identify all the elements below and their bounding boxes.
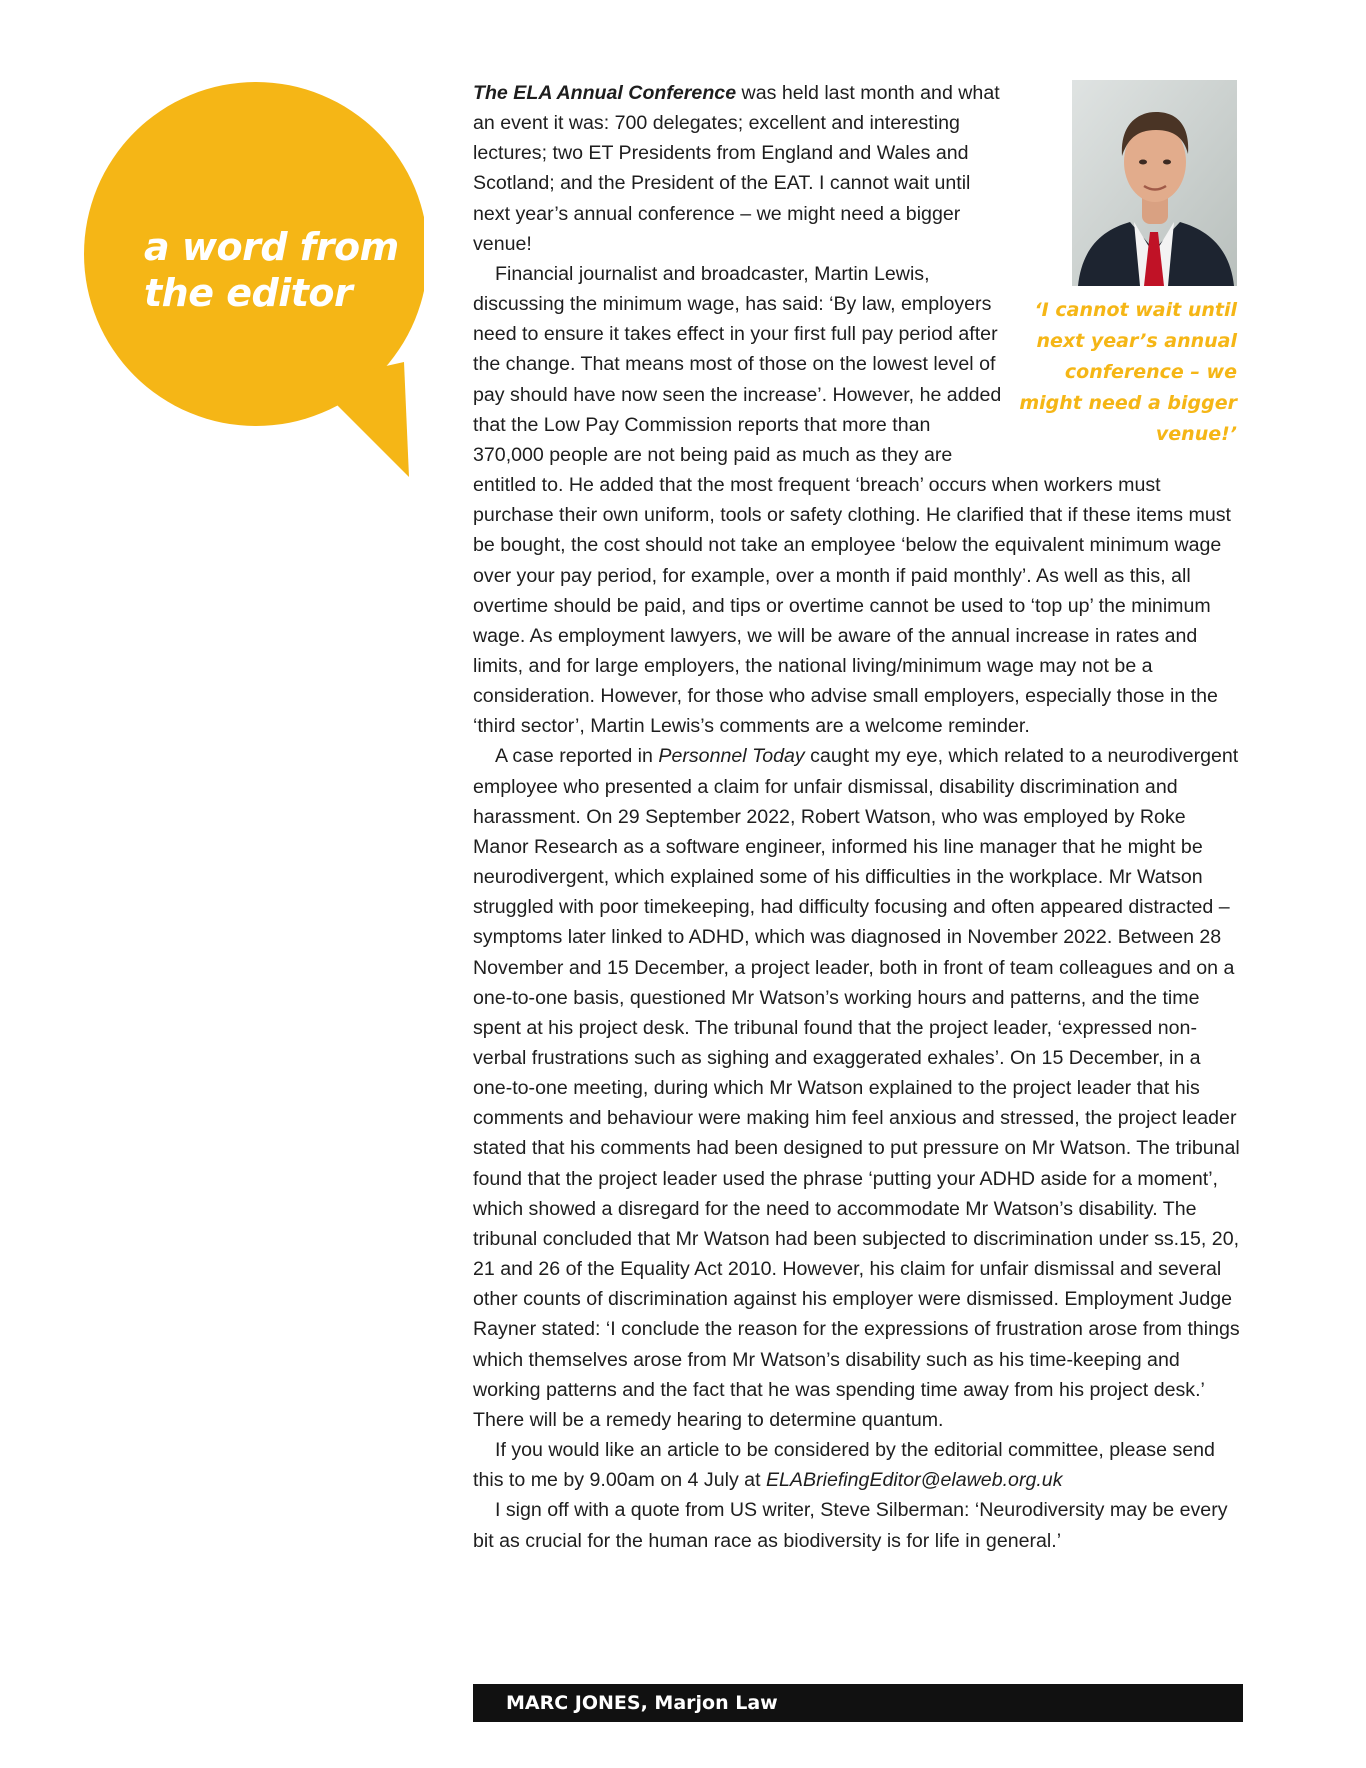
paragraph-4-text: If you would like an article to be considered by the editorial committee, please send this to me by 9.00am on 4 July at xyxy=(473,1439,1215,1492)
paragraph-2: Financial journalist and broadcaster, Martin Lewis, discussing the minimum wage, has said: ‘By law, employers need to ensure it takes effect in your first full pay period after the change. That means most of those on the lowest level of pay should have now seen the increase’. However, he added that the Low Pay Commission reports that more than 370,000 people are not being paid as much as they are entitled to. He added that the most frequent ‘breach’ occurs when workers must purchase their own uniform, tools or safety clothing. He clarified that if these items must be bought, the cost should not take an employee ‘below the equivalent minimum wage over your pay period, for example, over a month if paid monthly’. As well as this, all overtime should be paid, and tips or overtime cannot be used to ‘top up’ the minimum wage. As employment lawyers, we will be aware of the annual increase in rates and limits, and for large employers, the national living/minimum wage may not be a consideration. However, for those who advise small employers, especially those in the ‘third sector’, Martin Lewis’s comments are a welcome reminder. xyxy=(473,262,1231,738)
editor-speech-bubble xyxy=(84,82,424,482)
paragraph-1-text: was held last month and what an event it was: 700 delegates; excellent and interesting lectures; two ET Presidents from England and Wales and Scotland; and the President of the EAT. I cannot wait until next year’s annual conference – we might need a bigger venue! xyxy=(473,82,1000,255)
pull-quote: ‘I cannot wait until next year’s annual conference – we might need a bigger venue!’ xyxy=(1019,299,1237,445)
editorial-body xyxy=(473,78,1244,1556)
section-title xyxy=(144,224,404,316)
editor-email-link[interactable]: ELABriefingEditor@elaweb.org.uk xyxy=(765,1469,1063,1492)
paragraph-4 xyxy=(473,1435,1244,1495)
section-title-line1: a word from xyxy=(144,225,399,269)
paragraph-5: I sign off with a quote from US writer, Steve Silberman: ‘Neurodiversity may be every bit as crucial for the human race as biodiversity is for life in general.’ xyxy=(473,1499,1228,1552)
publication-title: Personnel Today xyxy=(658,745,805,768)
section-title-line2: the editor xyxy=(144,271,353,315)
float-spacer xyxy=(1004,78,1244,453)
paragraph-3-text-a: A case reported in xyxy=(495,745,659,768)
paragraph-3 xyxy=(473,741,1244,1435)
lead-in: The ELA Annual Conference xyxy=(473,82,737,104)
author-signoff-bar: MARC JONES, Marjon Law xyxy=(473,1684,1243,1722)
paragraph-3-text-c: caught my eye, which related to a neurodivergent employee who presented a claim for unfair dismissal, disability discrimination and harassment. On 29 September 2022, Robert Watson, who was employed by Roke Manor Research as a software engineer, informed his line manager that he might be neurodivergent, which explained some of his difficulties in the workplace. Mr Watson struggled with poor timekeeping, had difficulty focusing and often appeared distracted – symptoms later linked to ADHD, which was diagnosed in November 2022. Between 28 November and 15 December, a project leader, both in front of team colleagues and on a one-to-one basis, questioned Mr Watson’s working hours and patterns, and the time spent at his project desk. The tribunal found that the project leader, ‘expressed non-verbal frustrations such as sighing and exaggerated exhales’. On 15 December, in a one-to-one meeting, during which Mr Watson explained to the project leader that his comments and behaviour were making him feel anxious and stressed, the project leader stated that his comments had been designed to put pressure on Mr Watson. The tribunal found that the project leader used the phrase ‘putting your ADHD aside for a moment’, which showed a disregard for the need to accommodate Mr Watson’s disability. The tribunal concluded that Mr Watson had been subjected to discrimination under ss.15, 20, 21 and 26 of the Equality Act 2010. However, his claim for unfair dismissal and several other counts of discrimination against his employer were dismissed. Employment Judge Rayner stated: ‘I conclude the reason for the expressions of frustration arose from things which themselves arose from Mr Watson’s disability such as his time-keeping and working patterns and the fact that he was spending time away from his project desk.’ There will be a remedy hearing to determine quantum. xyxy=(473,745,1240,1431)
